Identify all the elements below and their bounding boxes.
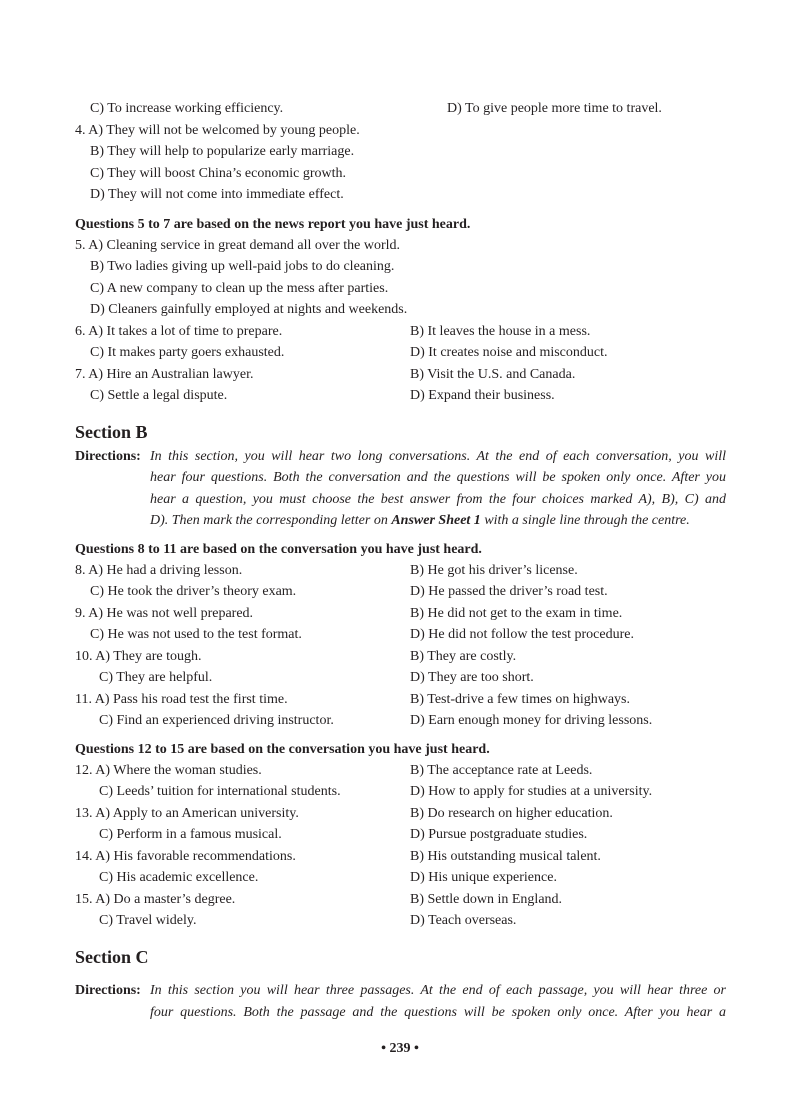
question-5-option-b	[0, 256, 800, 277]
option-d: D) How to apply for studies at a university.	[410, 784, 653, 799]
option-d: D) Expand their business.	[410, 388, 555, 403]
section-b-title: Section B	[75, 422, 148, 442]
option-a: 7. A) Hire an Australian lawyer.	[75, 367, 254, 382]
option-a: 4. A) They will not be welcomed by young people.	[75, 123, 360, 138]
option-d: D) Pursue postgraduate studies.	[410, 827, 588, 842]
option-b: B) They will help to popularize early marriage.	[90, 144, 355, 159]
option-c: C) To increase working efficiency.	[90, 101, 284, 116]
section-c-title: Section C	[75, 947, 149, 967]
option-b: B) He got his driver’s license.	[410, 563, 578, 578]
option-c: C) He was not used to the test format.	[90, 627, 302, 642]
option-b: B) Settle down in England.	[410, 892, 563, 907]
question-5-option-c	[0, 278, 800, 299]
question-5-option-d	[0, 299, 800, 320]
option-a: 15. A) Do a master’s degree.	[75, 892, 236, 907]
option-d: D) They are too short.	[410, 670, 534, 685]
question-4-option-a	[0, 120, 800, 141]
directions-line: hear four questions. Both the conversation and the questions will be spoken only once. After you	[150, 470, 726, 485]
question-8-row-ab	[0, 560, 800, 581]
group-heading-text: Questions 12 to 15 are based on the conversation you have just heard.	[75, 742, 490, 757]
question-12-row-cd	[0, 781, 800, 802]
question-5-option-a	[0, 235, 800, 256]
question-13-row-cd	[0, 824, 800, 845]
question-8-row-cd	[0, 581, 800, 602]
option-d: D) To give people more time to travel.	[447, 101, 662, 116]
question-7-row-cd	[0, 385, 800, 406]
directions-line: In this section you will hear three passages. At the end of each passage, you will hear three or	[150, 983, 726, 998]
question-4-option-d	[0, 184, 800, 205]
question-15-row-cd	[0, 910, 800, 931]
option-c: C) They are helpful.	[99, 670, 213, 685]
option-a: 13. A) Apply to an American university.	[75, 806, 299, 821]
group-heading-8-11	[0, 539, 800, 560]
option-c: C) Travel widely.	[99, 913, 197, 928]
directions-line: four questions. Both the passage and the questions will be spoken only once. After you hear a	[150, 1005, 726, 1020]
question-3-row-cd	[0, 98, 800, 119]
option-a: 12. A) Where the woman studies.	[75, 763, 262, 778]
option-b: B) It leaves the house in a mess.	[410, 324, 591, 339]
group-heading-5-7	[0, 214, 800, 235]
option-c: C) He took the driver’s theory exam.	[90, 584, 297, 599]
question-6-row-ab	[0, 321, 800, 342]
option-d: D) He did not follow the test procedure.	[410, 627, 634, 642]
question-4-option-c	[0, 163, 800, 184]
question-10-row-ab	[0, 646, 800, 667]
option-a: 8. A) He had a driving lesson.	[75, 563, 243, 578]
option-b: B) Do research on higher education.	[410, 806, 613, 821]
group-heading-text: Questions 5 to 7 are based on the news report you have just heard.	[75, 217, 471, 232]
option-a: 10. A) They are tough.	[75, 649, 202, 664]
question-11-row-cd	[0, 710, 800, 731]
option-b: B) The acceptance rate at Leeds.	[410, 763, 593, 778]
option-a: 6. A) It takes a lot of time to prepare.	[75, 324, 283, 339]
directions-line: hear a question, you must choose the best answer from the four choices marked A), B), C) and	[150, 492, 726, 507]
question-12-row-ab	[0, 760, 800, 781]
question-10-row-cd	[0, 667, 800, 688]
question-7-row-ab	[0, 364, 800, 385]
option-c: C) It makes party goers exhausted.	[90, 345, 285, 360]
option-a: 11. A) Pass his road test the first time.	[75, 692, 288, 707]
page-number: • 239 •	[381, 1041, 419, 1056]
question-14-row-cd	[0, 867, 800, 888]
question-15-row-ab	[0, 889, 800, 910]
option-b: B) His outstanding musical talent.	[410, 849, 601, 864]
option-d: D) He passed the driver’s road test.	[410, 584, 608, 599]
directions-text: with a single line through the centre.	[480, 513, 690, 528]
answer-sheet-reference: Answer Sheet 1	[391, 513, 481, 528]
option-c: C) His academic excellence.	[99, 870, 259, 885]
option-c: C) A new company to clean up the mess after parties.	[90, 281, 389, 296]
option-b: B) He did not get to the exam in time.	[410, 606, 623, 621]
option-a: 9. A) He was not well prepared.	[75, 606, 254, 621]
directions-line: In this section, you will hear two long conversations. At the end of each conversation, you will	[150, 449, 726, 464]
option-c: C) Perform in a famous musical.	[99, 827, 282, 842]
option-b: B) Visit the U.S. and Canada.	[410, 367, 576, 382]
option-d: D) Cleaners gainfully employed at nights and weekends.	[90, 302, 408, 317]
question-14-row-ab	[0, 846, 800, 867]
directions-text: D). Then mark the corresponding letter on	[150, 513, 392, 528]
option-b: B) Test-drive a few times on highways.	[410, 692, 630, 707]
question-11-row-ab	[0, 689, 800, 710]
option-c: C) They will boost China’s economic growth.	[90, 166, 346, 181]
option-a: 14. A) His favorable recommendations.	[75, 849, 296, 864]
option-d: D) Teach overseas.	[410, 913, 517, 928]
option-d: D) Earn enough money for driving lessons.	[410, 713, 653, 728]
question-9-row-cd	[0, 624, 800, 645]
directions-label: Directions:	[75, 449, 141, 464]
group-heading-text: Questions 8 to 11 are based on the conversation you have just heard.	[75, 542, 482, 557]
question-13-row-ab	[0, 803, 800, 824]
option-d: D) It creates noise and misconduct.	[410, 345, 608, 360]
option-c: C) Settle a legal dispute.	[90, 388, 228, 403]
group-heading-12-15	[0, 739, 800, 760]
option-c: C) Find an experienced driving instructor.	[99, 713, 334, 728]
option-d: D) They will not come into immediate effect.	[90, 187, 344, 202]
option-c: C) Leeds’ tuition for international students.	[99, 784, 341, 799]
option-b: B) Two ladies giving up well-paid jobs to do cleaning.	[90, 259, 395, 274]
option-a: 5. A) Cleaning service in great demand all over the world.	[75, 238, 401, 253]
question-6-row-cd	[0, 342, 800, 363]
question-4-option-b	[0, 141, 800, 162]
option-d: D) His unique experience.	[410, 870, 557, 885]
directions-line-last	[150, 510, 690, 532]
directions-label: Directions:	[75, 983, 141, 998]
question-9-row-ab	[0, 603, 800, 624]
option-b: B) They are costly.	[410, 649, 517, 664]
